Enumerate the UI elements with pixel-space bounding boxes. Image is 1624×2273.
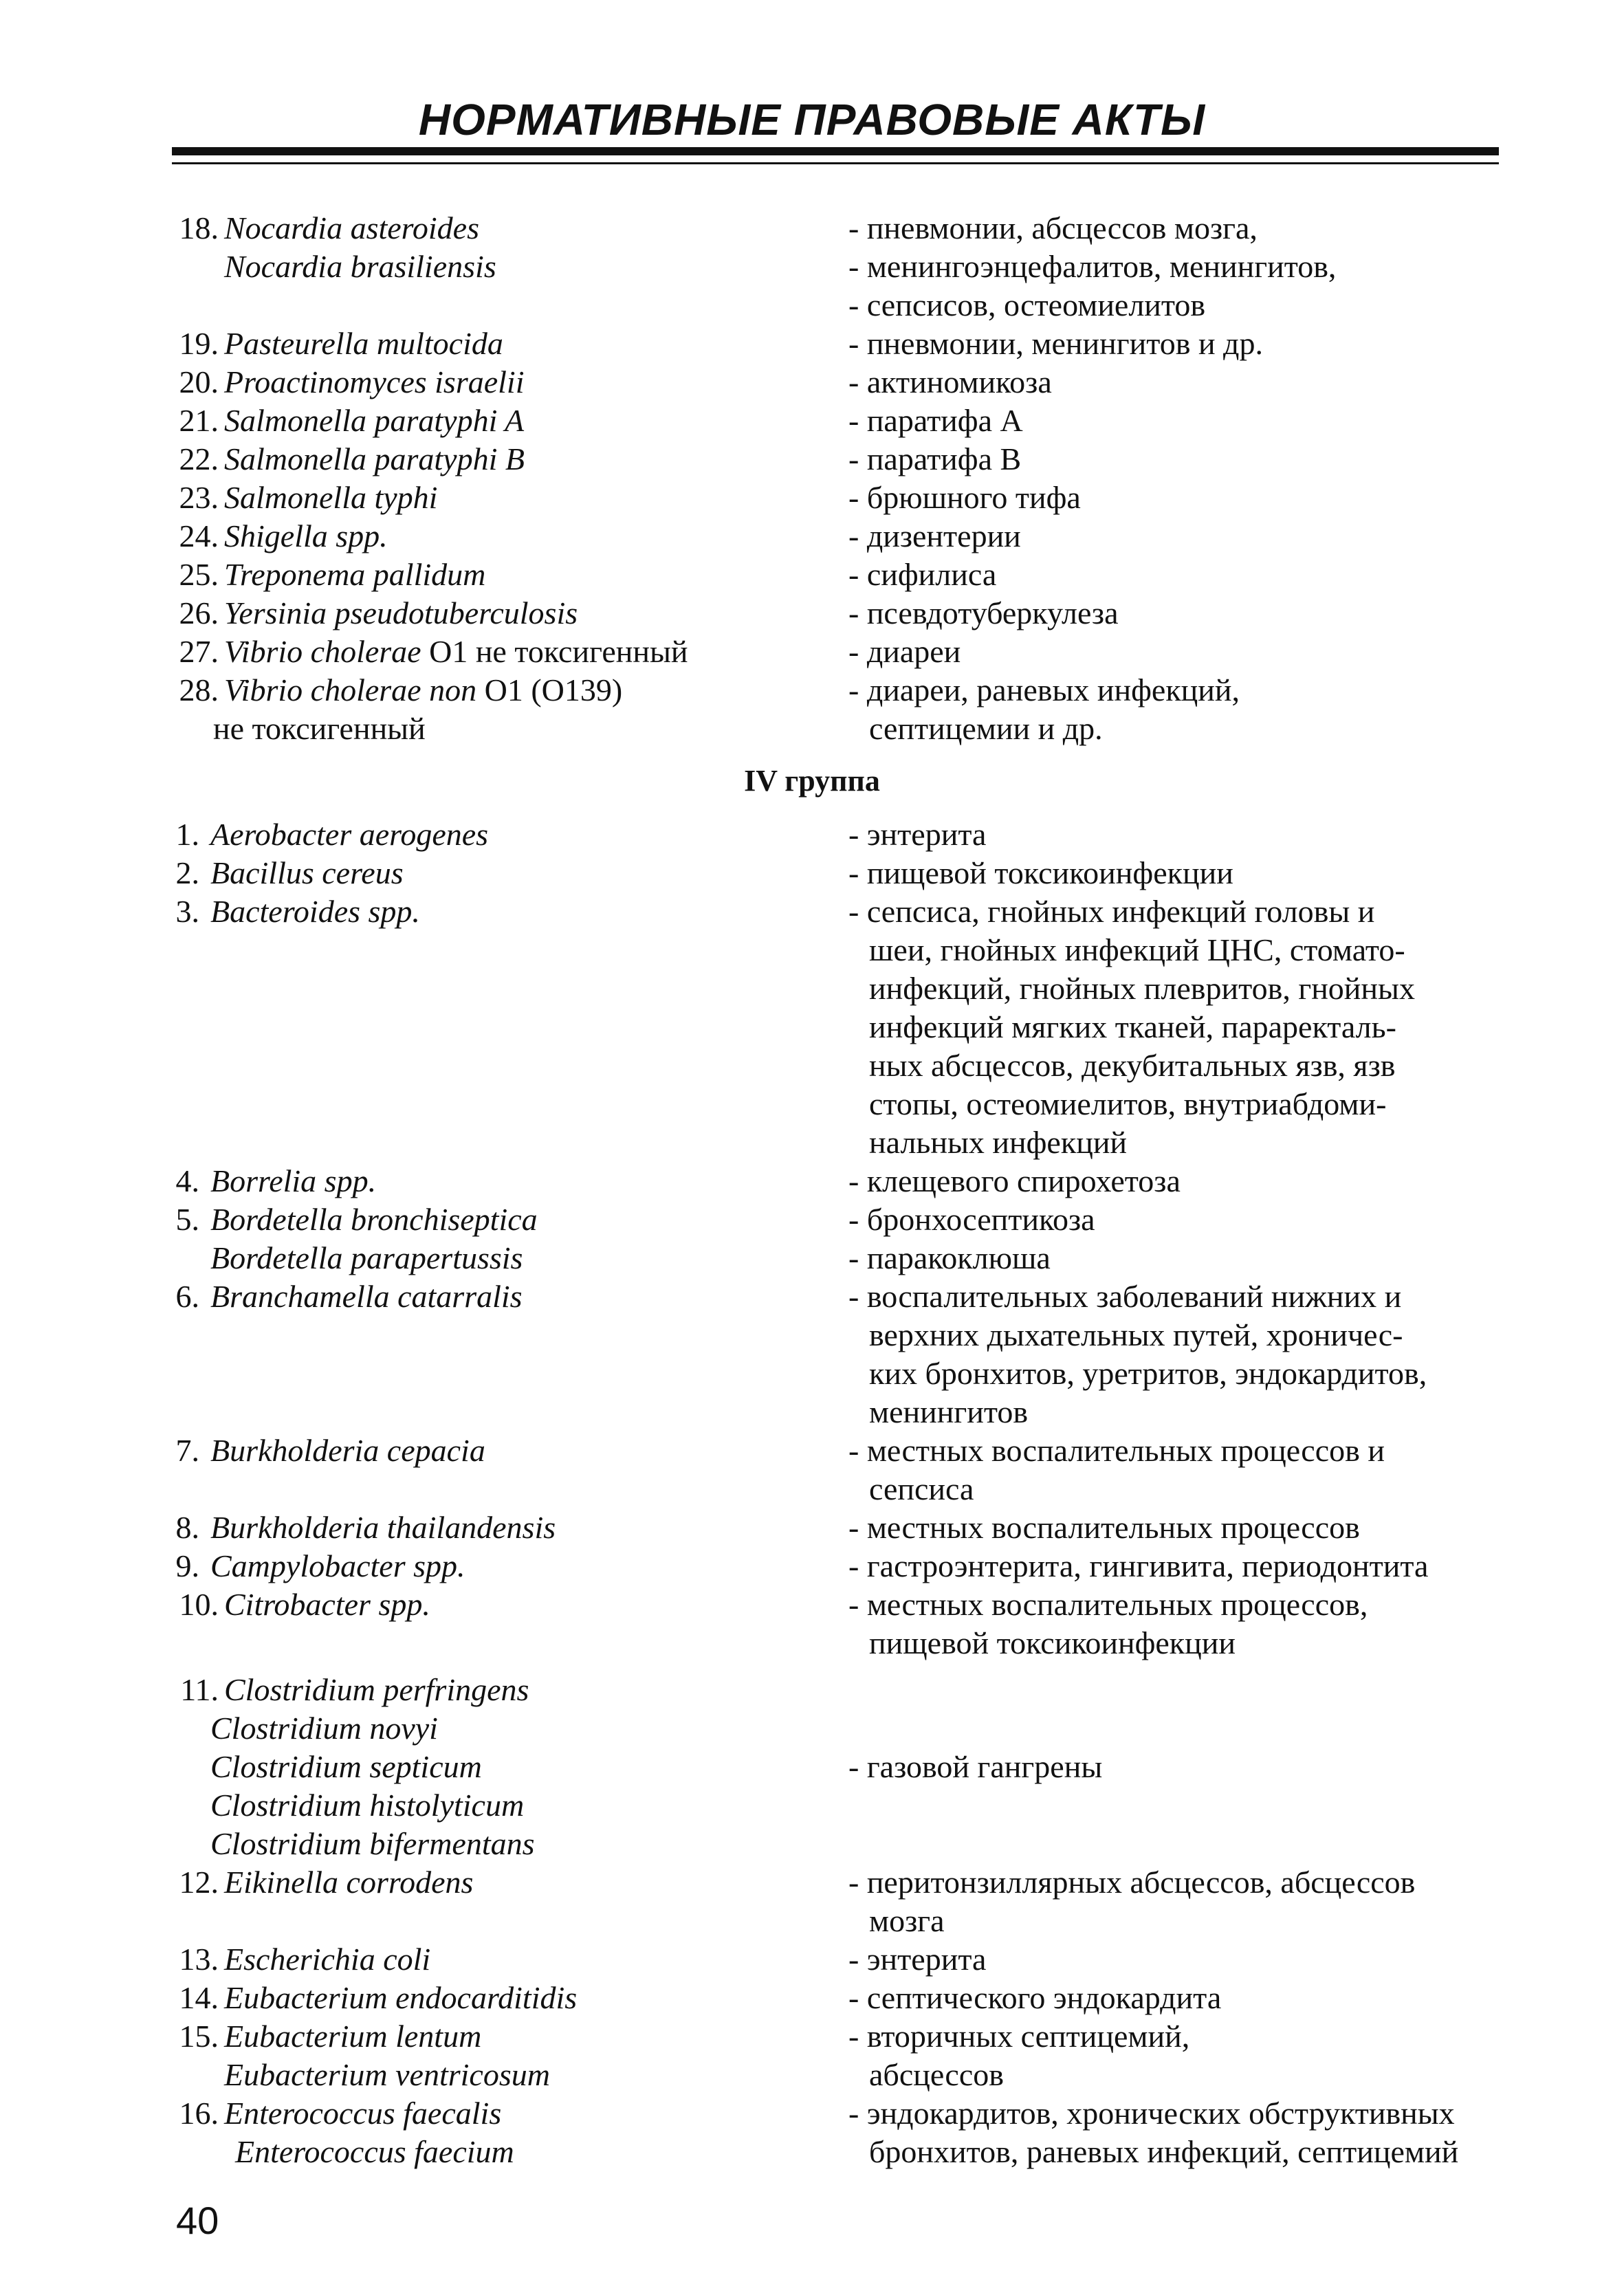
organism-name: Eubacterium lentum (224, 2019, 482, 2054)
item-number: 10. (179, 1587, 219, 1622)
item-number: 5. (175, 1202, 199, 1237)
organism-name: Clostridium novyi (210, 1711, 438, 1746)
item-number: 8. (175, 1510, 199, 1545)
disease-description: - пневмонии, абсцессов мозга, (848, 210, 1258, 245)
organism-name (224, 633, 688, 671)
disease-description: - диареи, раневых инфекций, (848, 672, 1240, 707)
organism-name: Yersinia pseudotuberculosis (224, 595, 578, 630)
disease-description: - пневмонии, менингитов и др. (848, 326, 1263, 361)
disease-description: - энтерита (848, 817, 987, 852)
disease-description: менингитов (869, 1394, 1029, 1429)
disease-description: ких бронхитов, уретритов, эндокардитов, (869, 1356, 1427, 1391)
disease-description: - паракоклюша (848, 1240, 1051, 1275)
organism-name: Salmonella paratyphi B (224, 441, 525, 476)
disease-description: - местных воспалительных процессов (848, 1510, 1360, 1545)
disease-description: - бронхосептикоза (848, 1202, 1095, 1237)
organism-name: Pasteurella multocida (224, 326, 503, 361)
disease-description: - местных воспалительных процессов, (848, 1587, 1368, 1622)
organism-name: Salmonella typhi (224, 480, 438, 515)
organism-name: Clostridium bifermentans (210, 1826, 535, 1861)
organism-name: Burkholderia cepacia (210, 1433, 485, 1468)
organism-name: Eikinella corrodens (224, 1865, 474, 1900)
disease-description: - газовой гангрены (848, 1749, 1103, 1784)
organism-name: Clostridium histolyticum (210, 1788, 525, 1823)
disease-description: - септического эндокардита (848, 1980, 1222, 2015)
disease-description: - брюшного тифа (848, 480, 1081, 515)
item-number: 9. (175, 1548, 199, 1583)
organism-name: Branchamella catarralis (210, 1279, 523, 1314)
item-number: 2. (175, 855, 199, 890)
organism-name: Bacteroides spp. (210, 894, 420, 929)
disease-description: - диареи (848, 634, 961, 669)
disease-description: - псевдотуберкулеза (848, 595, 1119, 630)
disease-description: - паратифа В (848, 441, 1022, 476)
organism-name: Salmonella paratyphi A (224, 403, 525, 438)
organism-name (224, 671, 622, 710)
disease-description: - сепсиса, гнойных инфекций головы и (848, 894, 1375, 929)
organism-name: Campylobacter spp. (210, 1548, 465, 1583)
item-number: 15. (179, 2019, 219, 2054)
organism-name: Borrelia spp. (210, 1163, 377, 1198)
disease-description: - энтерита (848, 1942, 987, 1977)
disease-description: - сифилиса (848, 557, 997, 592)
disease-description: инфекций мягких тканей, параректаль- (869, 1009, 1396, 1044)
disease-description: - дизентерии (848, 518, 1021, 553)
disease-description: - паратифа А (848, 403, 1023, 438)
item-number: 14. (179, 1980, 219, 2015)
item-number: 18. (179, 210, 219, 245)
disease-description: - местных воспалительных процессов и (848, 1433, 1385, 1468)
disease-description: сепсиса (869, 1471, 974, 1506)
item-number: 24. (179, 518, 219, 553)
disease-description: пищевой токсикоинфекции (869, 1625, 1236, 1660)
disease-description: - гастроэнтерита, гингивита, периодонтита (848, 1548, 1429, 1583)
organism-name: Nocardia brasiliensis (224, 249, 496, 284)
disease-description: - эндокардитов, хронических обструктивных (848, 2096, 1455, 2131)
item-number: 7. (175, 1433, 199, 1468)
disease-description: - вторичных септицемий, (848, 2019, 1190, 2054)
disease-description: бронхитов, раневых инфекций, септицемий (869, 2134, 1459, 2169)
item-number: 4. (175, 1163, 199, 1198)
item-number: 16. (179, 2096, 219, 2131)
organism-name: Bordetella bronchiseptica (210, 1202, 538, 1237)
disease-description: - менингоэнцефалитов, менингитов, (848, 249, 1337, 284)
organism-name: Enterococcus faecalis (224, 2096, 502, 2131)
organism-name: Clostridium perfringens (224, 1672, 529, 1707)
item-number: 26. (179, 595, 219, 630)
organism-name: Clostridium septicum (210, 1749, 482, 1784)
organism-name: Bacillus cereus (210, 855, 404, 890)
organism-name: Eubacterium endocarditidis (224, 1980, 578, 2015)
organism-name: Enterococcus faecium (235, 2134, 514, 2169)
organism-name: Proactinomyces israelii (224, 364, 525, 399)
item-number: 13. (179, 1942, 219, 1977)
organism-name: Bordetella parapertussis (210, 1240, 523, 1275)
item-number: 20. (179, 364, 219, 399)
group-heading-iv: IV группа (744, 764, 880, 798)
item-number: 25. (179, 557, 219, 592)
page-number: 40 (176, 2199, 219, 2242)
disease-description: мозга (869, 1903, 945, 1938)
organism-name-plain: O1 (O139) (476, 672, 623, 707)
organism-name: Shigella spp. (224, 518, 388, 553)
item-number: 3. (175, 894, 199, 929)
item-number: 12. (179, 1865, 219, 1900)
organism-name: Nocardia asteroides (224, 210, 479, 245)
item-number: 23. (179, 480, 219, 515)
item-number: 1. (175, 817, 199, 852)
organism-name: Treponema pallidum (224, 557, 486, 592)
organism-name-plain: O1 не токсигенный (421, 634, 688, 669)
disease-description: шеи, гнойных инфекций ЦНС, стомато- (869, 932, 1405, 967)
disease-description: - сепсисов, остеомиелитов (848, 287, 1206, 322)
organism-name: Citrobacter spp. (224, 1587, 430, 1622)
disease-description: - воспалительных заболеваний нижних и (848, 1279, 1402, 1314)
disease-description: нальных инфекций (869, 1125, 1128, 1160)
item-number: 6. (175, 1279, 199, 1314)
organism-name: Escherichia coli (224, 1942, 431, 1977)
organism-name-italic: Vibrio cholerae (224, 634, 421, 669)
disease-description: стопы, остеомиелитов, внутриабдоми- (869, 1086, 1387, 1121)
organism-name: Eubacterium ventricosum (224, 2057, 550, 2092)
disease-description: - пищевой токсикоинфекции (848, 855, 1233, 890)
organism-name: Burkholderia thailandensis (210, 1510, 556, 1545)
disease-description: верхних дыхательных путей, хроничес- (869, 1317, 1403, 1352)
item-number: 22. (179, 441, 219, 476)
item-number: 19. (179, 326, 219, 361)
disease-description: - клещевого спирохетоза (848, 1163, 1181, 1198)
item-number: 28. (179, 672, 219, 707)
item-number: 21. (179, 403, 219, 438)
disease-description: - перитонзиллярных абсцессов, абсцессов (848, 1865, 1416, 1900)
organism-name: Aerobacter aerogenes (210, 817, 489, 852)
disease-description: инфекций, гнойных плевритов, гнойных (869, 971, 1415, 1006)
disease-description: септицемии и др. (869, 711, 1103, 746)
disease-description: ных абсцессов, декубитальных язв, язв (869, 1048, 1396, 1083)
organism-name-continuation: не токсигенный (213, 711, 426, 746)
page-header-title: НОРМАТИВНЫЕ ПРАВОВЫЕ АКТЫ (418, 95, 1206, 144)
item-number: 27. (179, 634, 219, 669)
item-number: 11. (180, 1672, 219, 1707)
organism-name-italic: Vibrio cholerae non (224, 672, 477, 707)
disease-description: абсцессов (869, 2057, 1004, 2092)
disease-description: - актиномикоза (848, 364, 1052, 399)
